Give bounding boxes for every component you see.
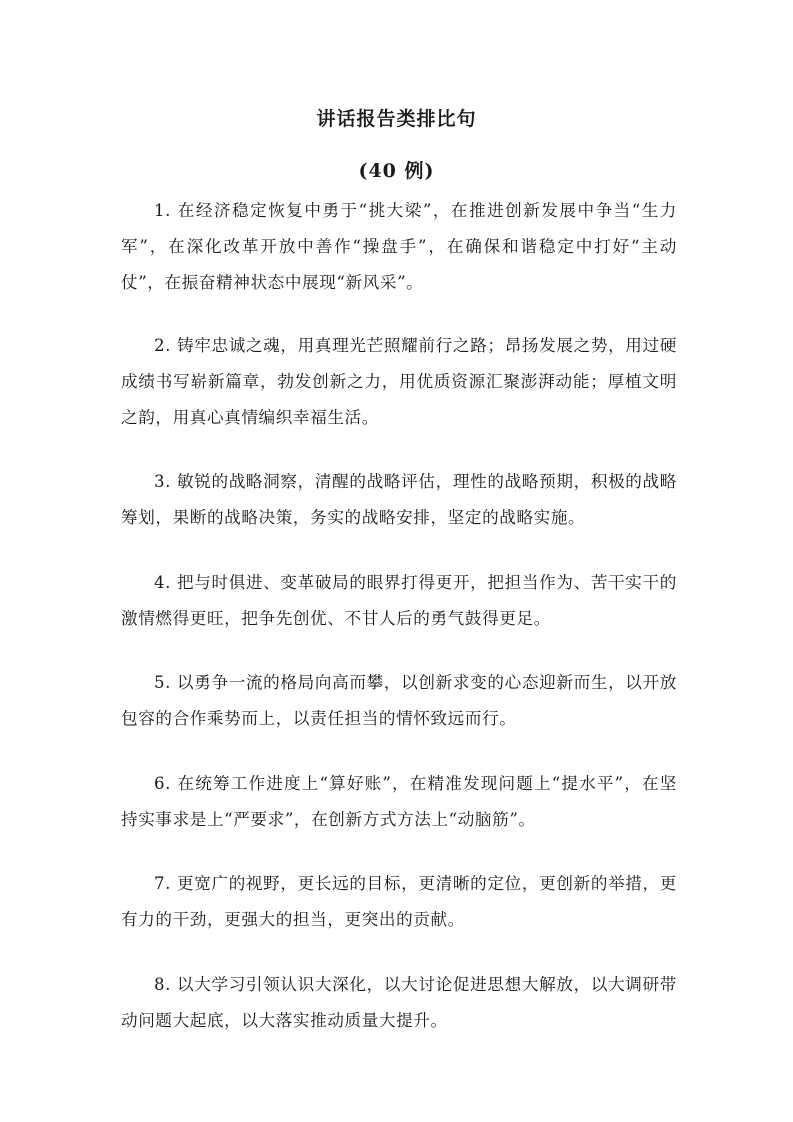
paragraph-1: 1. 在经济稳定恢复中勇于“挑大梁”，在推进创新发展中争当“生力军”，在深化改革开放中善作“操盘手”，在确保和谐稳定中打好“主动仗”，在振奋精神状态中展现“新风采”。 [121, 201, 677, 292]
paragraph-4: 4. 把与时俱进、变革破局的眼界打得更开，把担当作为、苦干实干的激情燃得更旺，把争先创优、不甘人后的勇气鼓得更足。 [121, 573, 677, 628]
paragraph-3: 3. 敏锐的战略洞察，清醒的战略评估，理性的战略预期，积极的战略筹划，果断的战略决策，务实的战略安排，坚定的战略实施。 [121, 472, 677, 527]
document-title: 讲话报告类排比句 [316, 108, 477, 130]
paragraph-8: 8. 以大学习引领认识大深化，以大讨论促进思想大解放，以大调研带动问题大起底，以大落实推动质量大提升。 [121, 975, 677, 1030]
paragraph-7: 7. 更宽广的视野，更长远的目标，更清晰的定位，更创新的举措，更有力的干劲，更强大的担当，更突出的贡献。 [121, 874, 677, 929]
paragraph-6: 6. 在统筹工作进度上“算好账”，在精准发现问题上“提水平”，在坚持实事求是上“严要求”，在创新方式方法上“动脑筋”。 [121, 774, 677, 829]
paragraph-2: 2. 铸牢忠诚之魂，用真理光芒照耀前行之路；昂扬发展之势，用过硬成绩书写崭新篇章，勃发创新之力，用优质资源汇聚澎湃动能；厚植文明之韵，用真心真情编织幸福生活。 [121, 336, 677, 427]
document-subtitle: (40 例) [358, 160, 435, 182]
paragraph-5: 5. 以勇争一流的格局向高而攀，以创新求变的心态迎新而生，以开放包容的合作乘势而上，以责任担当的情怀致远而行。 [121, 673, 677, 728]
